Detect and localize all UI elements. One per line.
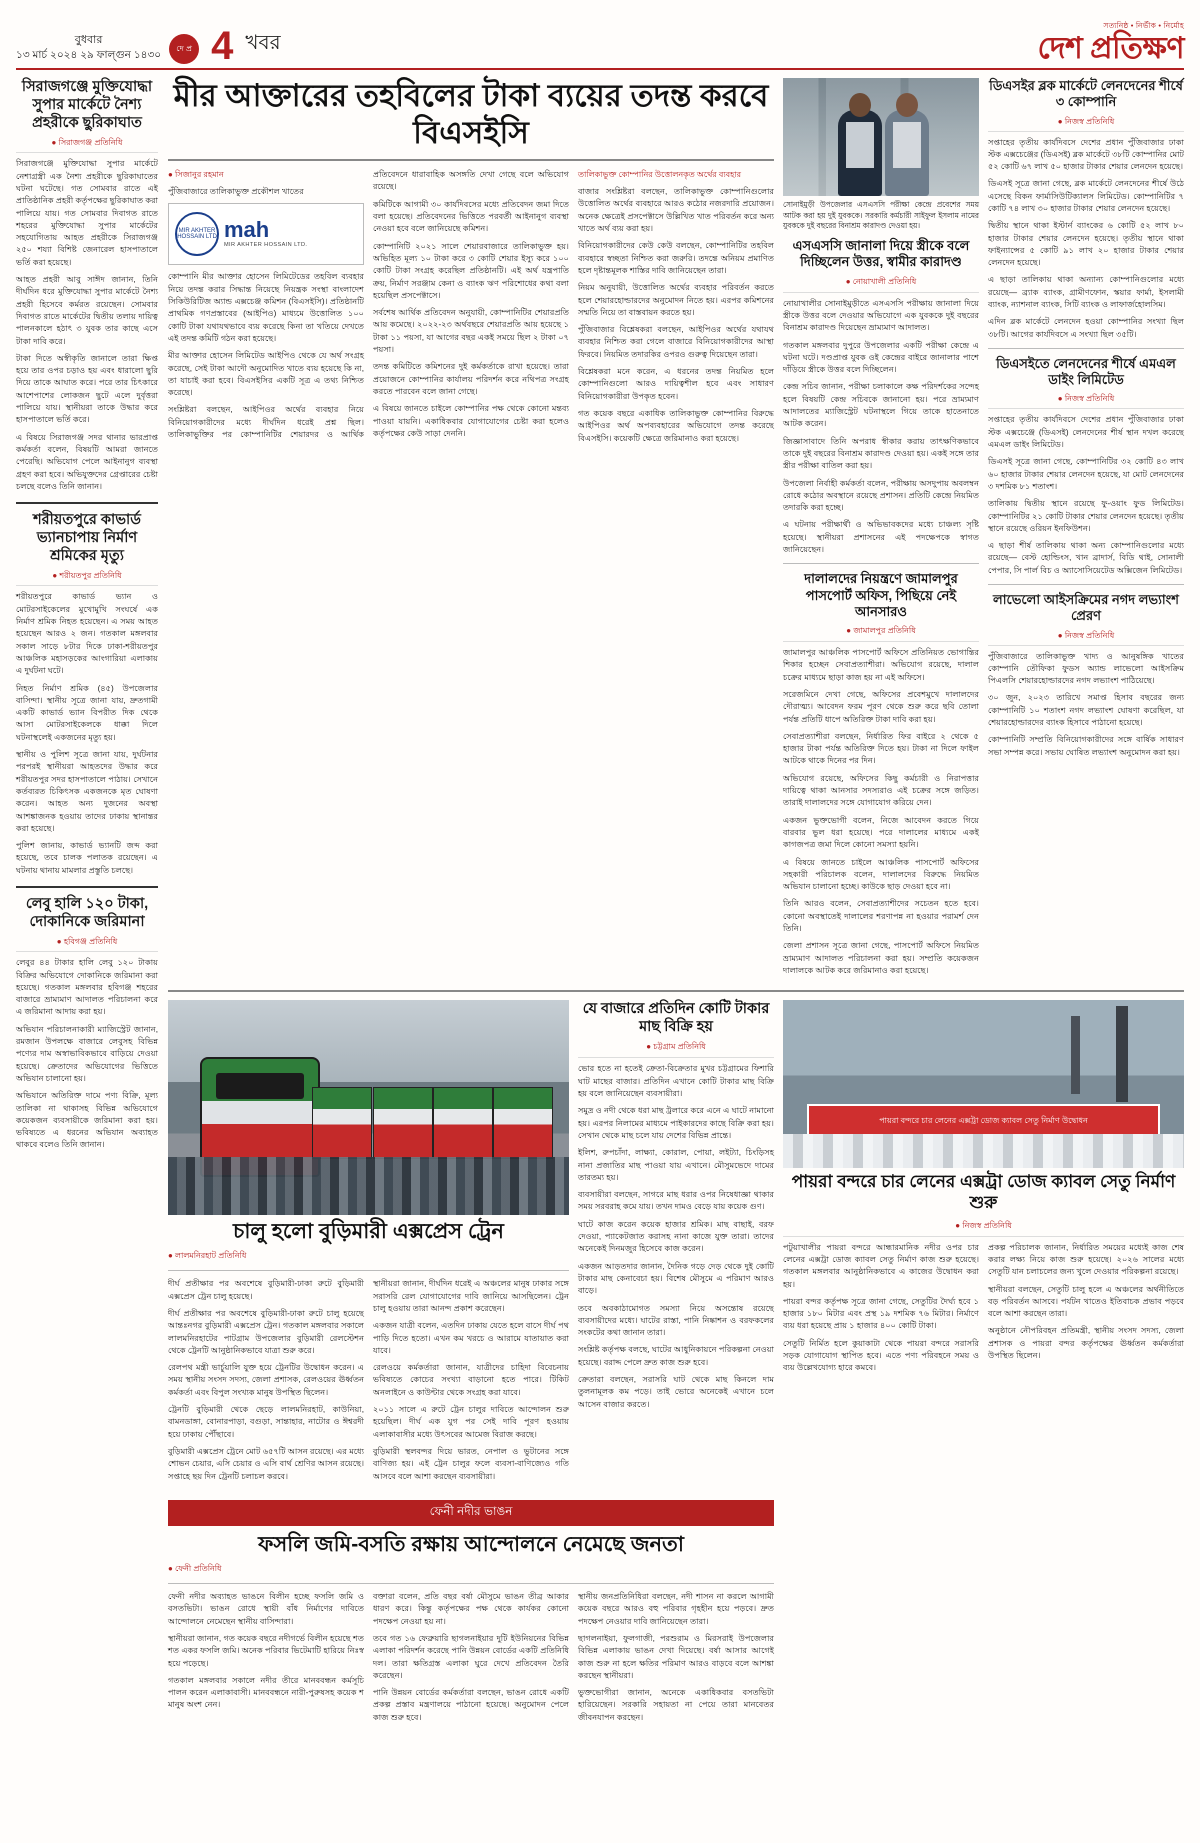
divider: [783, 563, 979, 564]
company-seal-icon: MIR AKHTER HOSSAIN LTD: [175, 212, 219, 256]
paragraph: বুড়িমারী এক্সপ্রেস ট্রেনে মোট ৬৫৭টি আসন রয়েছে। এর মধ্যে শোভন চেয়ার, এসি চেয়ার ও এসি বার্থ শ্রেণির আসন রয়েছে। সপ্তাহে ছয় দিন ট্রেনটি চলাচল করবে।: [168, 1446, 364, 1481]
page-grid: [16, 78, 1184, 1725]
paragraph: এদিন ব্লক মার্কেটে লেনদেন হওয়া কোম্পানির সংখ্যা ছিল ৩৮টি। আগের কার্যদিবসে এ সংখ্যা ছিল ৩৫টি।: [988, 317, 1184, 339]
train-coach: [433, 1087, 493, 1159]
paragraph: সিরাজগঞ্জে মুক্তিযোদ্ধা সুপার মার্কেটে নেশাগ্রস্ত্রী এক নৈশ্য প্রহরীকে ছুরিকাঘাতের ঘটনা ঘটেছে। গত সোমবার রাতে এই প্রাতিষ্ঠানিক প্রহরী কর্তৃপক্ষের ছুরিকাঘাত করা পালিয়ে যায়। গত সোমবার দিবাগত রাতে শহরের মুক্তিযোদ্ধা সুপার মার্কেটের সহযোগিতায় আহত প্রহরীকে সিরাজগঞ্জ ২৫০ শয্যা বিশিষ্ট জেনারেল হাসপাতালে ভর্তি করা হয়েছে।: [16, 159, 158, 267]
photo-two-men: [783, 78, 979, 196]
left-column: [16, 78, 158, 1725]
paragraph: রেলপথ মন্ত্রী ভার্চুয়ালি যুক্ত হয়ে ট্রেনটির উদ্বোধন করেন। এ সময় স্থানীয় সংসদ সদস্য, জেলা প্রশাসক, রেলওয়ের ঊর্ধ্বতন কর্মকর্তা এবং বিপুল সংখ্যক মানুষ উপস্থিত ছিলেন।: [168, 1363, 364, 1397]
paragraph: কমিটিকে আগামী ৩০ কার্যদিবসের মধ্যে প্রতিবেদন জমা দিতে বলা হয়েছে। প্রতিবেদনের ভিত্তিতে পরবর্তী আইনানুগ ব্যবস্থা নেওয়া হবে বলে জানিয়েছে কমিশন।: [373, 199, 569, 234]
paragraph: ছাগলনাইয়া, ফুলগাজী, পরশুরাম ও মিরসরাই উপজেলার বিভিন্ন এলাকায় ভাঙন দেখা দিয়েছে। বর্ষা আসার আগেই কাজ শুরু না হলে ক্ষতির পরিমাণ আরও বাড়বে বলে আশঙ্কা করছেন স্থানীয়রা।: [578, 1633, 774, 1680]
paragraph: সপ্তাহের তৃতীয় কার্যদিবসে দেশের প্রধান পুঁজিবাজার ঢাকা স্টক এক্সচেঞ্জে (ডিএসই) লেনদেনের শীর্ষ স্থান দখল করেছে এমএল ডাইং লিমিটেড।: [988, 415, 1184, 450]
feni-block: [168, 1494, 1184, 1725]
paragraph: বাজার সংশ্লিষ্টরা বলছেন, তালিকাভুক্ত কোম্পানিগুলোর উত্তোলিত অর্থের ব্যবহারে আরও কঠোর নজরদারি প্রয়োজন। অনেক ক্ষেত্রেই প্রসপেক্টাসে উল্লিখিত খাত পরিবর্তন করে অন্য খাতে অর্থ ব্যয় করা হয়।: [578, 187, 774, 234]
paragraph: সরেজমিনে দেখা গেছে, অফিসের প্রবেশমুখে দালালদের দৌরাত্ম্য। আবেদন ফরম পূরণ থেকে শুরু করে ছবি তোলা পর্যন্ত প্রতিটি ধাপে অতিরিক্ত টাকা দাবি করা হয়।: [783, 689, 979, 724]
person-shirt: [893, 122, 921, 168]
paragraph: সেবাপ্রত্যাশীরা বলছেন, নির্ধারিত ফির বাইরে ২ থেকে ৫ হাজার টাকা পর্যন্ত অতিরিক্ত দিতে হয়। টাকা না দিলে ফাইল আটকে থাকে দিনের পর দিন।: [783, 731, 979, 766]
paragraph: উপজেলা নির্বাহী কর্মকর্তা বলেন, পরীক্ষায় অসদুপায় অবলম্বন রোধে কঠোর অবস্থানে রয়েছে প্রশাসন। প্রতিটি কেন্দ্রে নিয়মিত তদারকি করা হচ্ছে।: [783, 478, 979, 513]
paragraph: অভিযোগ রয়েছে, অফিসের কিছু কর্মচারী ও নিরাপত্তার দায়িত্বে থাকা আনসার সদস্যরাও এই চক্রের সঙ্গে জড়িত। তারাই দালালদের সঙ্গে যোগাযোগ করিয়ে দেন।: [783, 773, 979, 808]
paragraph: পুঁজিবাজার বিশ্লেষকরা বলছেন, আইপিওর অর্থের যথাযথ ব্যবহার নিশ্চিত করা গেলে বাজারে বিনিয়োগকারীদের আস্থা ফিরবে। নিয়মিত তদারকির ওপরও গুরুত্ব দিয়েছেন তারা।: [578, 325, 774, 359]
paragraph: ট্রেনটি বুড়িমারী থেকে ছেড়ে লালমনিরহাট, কাউনিয়া, বামনডাঙ্গা, বোনারপাড়া, বগুড়া, সান্তাহার, নাটোর ও ঈশ্বরদী হয়ে ঢাকায় পৌঁছাবে।: [168, 1405, 364, 1439]
right-column: [988, 78, 1184, 982]
paragraph: বিনিয়োগকারীদের কেউ কেউ বলছেন, কোম্পানিটির তহবিল ব্যবহারে স্বচ্ছতা নিশ্চিত করা জরুরি। তদন্তে অনিয়ম প্রমাণিত হলে দৃষ্টান্তমূলক শাস্তির দাবি জানিয়েছেন তারা।: [578, 241, 774, 275]
paragraph: এ বিষয়ে জানতে চাইলে কোম্পানির পক্ষ থেকে কোনো মন্তব্য পাওয়া যায়নি। একাধিকবার যোগাযোগের চেষ্টা করা হলেও কর্তৃপক্ষের কেউ সাড়া দেননি।: [373, 404, 569, 438]
headline: এসএসসি জানালা দিয়ে স্ত্রীকে বলে দিচ্ছিলেন উত্তর, স্বামীর কারাদণ্ড: [792, 238, 970, 270]
lead-headline: মীর আক্তারের তহবিলের টাকা ব্যয়ের তদন্ত করবে বিএসইসি: [173, 78, 769, 150]
paragraph: ২০১১ সালে এ রুটে ট্রেন চালুর দাবিতে আন্দোলন শুরু হয়েছিল। দীর্ঘ এক যুগ পর সেই দাবি পূরণ হওয়ায় এলাকাবাসীর মধ্যে উৎসবের আমেজ বিরাজ করছে।: [373, 1405, 569, 1439]
story-feni: [168, 1494, 774, 1725]
divider: [16, 502, 158, 504]
paragraph: ইলিশ, রুপচাঁদা, লাক্ষ্যা, কোরাল, পোয়া, লইট্যা, চিংড়িসহ নানা প্রজাতির মাছ পাওয়া যায় এখানে। মৌসুমভেদে দামের তারতম্য হয়।: [578, 1148, 774, 1182]
paragraph: তবে গত ১৬ ফেব্রুয়ারি ছাগলনাইয়ার দুটি ইউনিয়নের বিভিন্ন এলাকা পরিদর্শন করেছে পানি উন্নয়ন বোর্ডের একটি প্রতিনিধি দল। তারা ক্ষতিগ্রস্ত এলাকা ঘুরে দেখে প্রতিবেদন তৈরি করেছেন।: [373, 1633, 569, 1680]
paragraph: ব্যবসায়ীরা বলছেন, সাগরে মাছ ধরার ওপর নিষেধাজ্ঞা থাকার সময় সরবরাহ কমে যায়। তখন দামও বেড়ে যায় কয়েক গুণ।: [578, 1190, 774, 1212]
paragraph: রেলওয়ে কর্মকর্তারা জানান, যাত্রীদের চাহিদা বিবেচনায় ভবিষ্যতে কোচের সংখ্যা বাড়ানো হতে পারে। টিকিট অনলাইনে ও কাউন্টার থেকে সংগ্রহ করা যাবে।: [373, 1363, 569, 1397]
paragraph: ডিএসই সূত্রে জানা গেছে, ব্লক মার্কেটে লেনদেনের শীর্ষে উঠে এসেছে বিকন ফার্মাসিউটিক্যালস লিমিটেড। কোম্পানিটির ৭ কোটি ৭৪ লাখ ৩০ হাজার টাকার শেয়ার লেনদেন হয়েছে।: [988, 179, 1184, 213]
paragraph: একজন আড়তদার জানান, দৈনিক গড়ে দেড় থেকে দুই কোটি টাকার মাছ কেনাবেচা হয়। বিশেষ মৌসুমে এ পরিমাণ আরও বাড়ে।: [578, 1261, 774, 1296]
paragraph: শরীয়তপুরে কাভার্ড ভ্যান ও মোটরসাইকেলের মুখোমুখি সংঘর্ষে এক নির্মাণ শ্রমিক নিহত হয়েছেন। এ সময় আহত হয়েছেন আরও ২ জন। গতকাল মঙ্গলবার সকাল সাড়ে ৮টার দিকে ঢাকা-শরীয়তপুর আঞ্চলিক মহাসড়কের আংগারিয়া এলাকায় এ দুর্ঘটনা ঘটে।: [16, 592, 158, 676]
train-coach: [493, 1087, 553, 1159]
paragraph: গত কয়েক বছরে একাধিক তালিকাভুক্ত কোম্পানির বিরুদ্ধে আইপিওর অর্থ অপব্যবহারের অভিযোগে তদন্ত করেছে বিএসইসি। কয়েকটি ক্ষেত্রে জরিমানাও করা হয়েছে।: [578, 408, 774, 443]
paragraph: তালিকায় দ্বিতীয় স্থানে রয়েছে ফু-ওয়াং ফুড লিমিটেড। কোম্পানিটির ২১ কোটি টাকার শেয়ার লেনদেন হয়েছে। তৃতীয় স্থানে রয়েছে ওরিয়ন ইনফিউশন।: [988, 499, 1184, 533]
paragraph: জেলা প্রশাসন সূত্রে জানা গেছে, পাসপোর্ট অফিসে নিয়মিত ভ্রাম্যমাণ আদালত পরিচালনা করা হয়। সম্প্রতি কয়েকজন দালালকে আটক করে জরিমানাও করা হয়েছে।: [783, 941, 979, 975]
paragraph: নিয়ম অনুযায়ী, উত্তোলিত অর্থের ব্যবহার পরিবর্তন করতে হলে শেয়ারহোল্ডারদের অনুমোদন নিতে হয়। এরপর কমিশনের সম্মতি নিয়ে তা বাস্তবায়ন করতে হয়।: [578, 283, 774, 317]
divider: [988, 348, 1184, 349]
company-subname: MIR AKHTER HOSSAIN LTD.: [224, 242, 308, 249]
brand-logo: দেশ প্রতিক্ষণ: [1037, 32, 1184, 65]
paragraph: গতকাল মঙ্গলবার সকালে নদীর তীরে মানববন্ধন কর্মসূচি পালন করেন এলাকাবাসী। মানববন্ধনে নারী-পুরুষসহ কয়েক শ মানুষ অংশ নেন।: [168, 1675, 364, 1710]
paragraph: পুলিশ জানায়, কাভার্ড ভ্যানটি জব্দ করা হয়েছে, তবে চালক পলাতক রয়েছেন। এ ঘটনায় থানায় মামলার প্রস্তুতি চলছে।: [16, 841, 158, 875]
headline: যে বাজারে প্রতিদিন কোটি টাকার মাছ বিক্রি হয়: [582, 1001, 770, 1036]
paragraph: কোম্পানি মীর আক্তার হোসেন লিমিটেডের তহবিল ব্যবহার নিয়ে তদন্ত করার সিদ্ধান্ত নিয়েছে নিয়ন্ত্রক সংস্থা বাংলাদেশ সিকিউরিটিজ অ্যান্ড এক্সচেঞ্জ কমিশন (বিএসইসি)। প্রতিষ্ঠানটি প্রাথমিক গণপ্রস্তাবের (আইপিও) মাধ্যমে উত্তোলিত ১০০ কোটি টাকা যথাযথভাবে ব্যয় করেছে কিনা তা খতিয়ে দেখতে এই তদন্ত কমিটি গঠন করা হয়েছে।: [168, 272, 364, 343]
byline: ● নিজস্ব প্রতিনিধি: [988, 630, 1184, 646]
paragraph: ঘাটে কাজ করেন কয়েক হাজার শ্রমিক। মাছ বাছাই, বরফ দেওয়া, প্যাকেটজাত করাসহ নানা কাজে যুক্ত তারা। তাদের অনেকেই দিনমজুর হিসেবে কাজ করেন।: [578, 1219, 774, 1254]
paragraph: কেন্দ্র সচিব জানান, পরীক্ষা চলাকালে কক্ষ পরিদর্শকের সন্দেহ হলে বিষয়টি কেন্দ্র সচিবকে জানানো হয়। পরে ভ্রাম্যমাণ আদালতের ম্যাজিস্ট্রেট ঘটনাস্থলে গিয়ে তাকে হাতেনাতে আটক করেন।: [783, 382, 979, 429]
headline: সিরাজগঞ্জে মুক্তিযোদ্ধা সুপার মার্কেটে নৈশ্য প্রহরীকে ছুরিকাঘাত: [21, 79, 153, 132]
story-train: [168, 1000, 569, 1488]
paragraph: বুড়িমারী স্থলবন্দর দিয়ে ভারত, নেপাল ও ভুটানের সঙ্গে বাণিজ্য হয়। এই ট্রেন চালুর ফলে ব্যবসা-বাণিজ্যেও গতি আসবে বলে আশা করছেন ব্যবসায়ীরা।: [373, 1446, 569, 1481]
headline: ডিএসইতে লেনদেনের শীর্ষে এমএল ডাইং লিমিটেড: [996, 355, 1176, 388]
byline: ● নিজস্ব প্রতিনিধি: [783, 1220, 1184, 1237]
date-block: [16, 33, 161, 64]
paragraph: দীর্ঘ প্রতীক্ষার পর অবশেষে বুড়িমারী-ঢাকা রুটে চালু হয়েছে আন্তঃনগর বুড়িমারী এক্সপ্রেস ট্রেন। গতকাল মঙ্গলবার সকালে লালমনিরহাটের পাটগ্রাম উপজেলার বুড়িমারী রেলস্টেশন থেকে ট্রেনটি আনুষ্ঠানিকভাবে যাত্রা শুরু করে।: [168, 1309, 364, 1355]
paragraph: স্থানীয়রা জানান, দীর্ঘদিন ধরেই এ অঞ্চলের মানুষ ঢাকার সঙ্গে সরাসরি রেল যোগাযোগের দাবি জানিয়ে আসছিলেন। ট্রেন চালু হওয়ায় তারা আনন্দ প্রকাশ করেছেন।: [373, 1279, 569, 1313]
story-body: [168, 1591, 774, 1725]
story-body: [783, 647, 979, 977]
train-coach: [312, 1087, 372, 1159]
paragraph: ফেনী নদীর অব্যাহত ভাঙনে বিলীন হচ্ছে ফসলি জমি ও বসতভিটা। ভাঙন রোধে স্থায়ী বাঁধ নির্মাণের দাবিতে আন্দোলনে নেমেছেন স্থানীয় বাসিন্দারা।: [168, 1592, 364, 1626]
divider: [168, 990, 1184, 992]
paragraph: অনুষ্ঠানে নৌপরিবহন প্রতিমন্ত্রী, স্থানীয় সংসদ সদস্য, জেলা প্রশাসক ও পায়রা বন্দর কর্তৃপক্ষের ঊর্ধ্বতন কর্মকর্তারা উপস্থিত ছিলেন।: [988, 1326, 1184, 1361]
person-head: [849, 93, 871, 117]
story-payra: [783, 1000, 1184, 1488]
paragraph: সংশ্লিষ্টরা বলছেন, আইপিওর অর্থের ব্যবহার নিয়ে বিনিয়োগকারীদের মধ্যে দীর্ঘদিন ধরেই প্রশ্ন ছিল। তালিকাভুক্তির পর কোম্পানিটির শেয়ারদর ও আর্থিক প্রতিবেদনে ধারাবাহিক অসঙ্গতি দেখা গেছে বলে অভিযোগ রয়েছে।: [168, 170, 569, 440]
person-head: [896, 93, 918, 117]
story-habiganj: [16, 895, 158, 1152]
bottom-block: [168, 1000, 1184, 1488]
subline: পুঁজিবাজারে তালিকাভুক্ত প্রকৌশল খাতের: [168, 187, 304, 197]
paragraph: তিনি আরও বলেন, সেবাপ্রত্যাশীদের সচেতন হতে হবে। কোনো অবস্থাতেই দালালের শরণাপন্ন না হওয়ার পরামর্শ দেন তিনি।: [783, 899, 979, 934]
paragraph: স্থানীয়রা জানান, গত কয়েক বছরে নদীগর্ভে বিলীন হয়েছে শত শত একর ফসলি জমি। অনেক পরিবার ভিটেমাটি হারিয়ে নিঃস্ব হয়ে পড়েছে।: [168, 1633, 364, 1668]
headline: ডিএসইর ব্লক মার্কেটে লেনদেনের শীর্ষে ৩ কোম্পানি: [989, 78, 1183, 110]
person-figure: [885, 110, 929, 196]
paragraph: এ ছাড়া তালিকায় থাকা অন্যান্য কোম্পানিগুলোর মধ্যে রয়েছে— ব্র্যাক ব্যাংক, গ্রামীণফোন, স্কয়ার ফার্মা, ইসলামী ব্যাংক, ন্যাশনাল ব্যাংক, সিটি ব্যাংক ও লাফার্জহোলসিম।: [988, 275, 1184, 310]
story-body: [783, 298, 979, 557]
photo-bridge-construction: [783, 1000, 1184, 1168]
story-body: [168, 1278, 569, 1487]
divider: [988, 584, 1184, 585]
masthead-left: [16, 24, 281, 68]
paragraph: স্থানীয় ও পুলিশ সূত্রে জানা যায়, দুর্ঘটনার পরপরই স্থানীয়রা আহতদের উদ্ধার করে শরীয়তপুর সদর হাসপাতালে পাঠায়। সেখানে কর্তব্যরত চিকিৎসক একজনকে মৃত ঘোষণা করেন। আহত অন্য দুজনের অবস্থা আশঙ্কাজনক হওয়ায় তাদের ঢাকায় স্থানান্তর করা হয়েছে।: [16, 750, 158, 833]
story-body: [783, 1242, 1184, 1375]
paragraph: ডিএসই সূত্রে জানা গেছে, কোম্পানিটির ৩২ কোটি ৪৩ লাখ ৬০ হাজার টাকার শেয়ার লেনদেন হয়েছে, যা মোট লেনদেনের ৩ দশমিক ৮১ শতাংশ।: [988, 457, 1184, 491]
paragraph: স্থানীয় জনপ্রতিনিধিরা বলছেন, নদী শাসন না করলে আগামী কয়েক বছরে আরও বহু পরিবার গৃহহীন হয়ে পড়বে। দ্রুত পদক্ষেপ নেওয়ার দাবি জানিয়েছেন তারা।: [578, 1592, 774, 1626]
top-block: [168, 78, 1184, 982]
paragraph: ভোর হতে না হতেই ক্রেতা-বিক্রেতার মুখর চট্টগ্রামের ফিশারি ঘাট মাছের বাজার। প্রতিদিন এখানে কোটি টাকার মাছ বিক্রি হয় বলে জানিয়েছেন ব্যবসায়ীরা।: [578, 1064, 774, 1099]
paragraph: গতকাল মঙ্গলবার দুপুরে উপজেলার একটি পরীক্ষা কেন্দ্রে এ ঘটনা ঘটে। দণ্ডপ্রাপ্ত যুবক ওই কেন্দ্রের বাইরে জানালার পাশে দাঁড়িয়ে স্ত্রীকে উত্তর বলে দিচ্ছিলেন।: [783, 340, 979, 375]
masthead: [16, 14, 1184, 70]
paragraph: এ বিষয়ে সিরাজগঞ্জ সদর থানার ভারপ্রাপ্ত কর্মকর্তা বলেন, বিষয়টি আমরা জানতে পেরেছি। অভিযোগ পেলে আইনানুগ ব্যবস্থা গ্রহণ করা হবে। অভিযুক্তদের গ্রেপ্তারের চেষ্টা চলছে বলেও তিনি জানান।: [16, 432, 158, 491]
paragraph: তবে অবকাঠামোগত সমস্যা নিয়ে অসন্তোষ রয়েছে ব্যবসায়ীদের মধ্যে। ঘাটের রাস্তা, পানি নিষ্কাশন ও বরফকলের সংকটের কথা জানান তারা।: [578, 1303, 774, 1338]
paragraph: জিজ্ঞাসাবাদে তিনি অপরাধ স্বীকার করায় তাৎক্ষণিকভাবে তাকে দুই বছরের বিনাশ্রম কারাদণ্ড দেওয়া হয়। একই সঙ্গে তার স্ত্রীর পরীক্ষা বাতিল করা হয়।: [783, 436, 979, 471]
paragraph: সর্বশেষ আর্থিক প্রতিবেদন অনুযায়ী, কোম্পানিটির শেয়ারপ্রতি আয় কমেছে। ২০২২-২৩ অর্থবছরে শেয়ারপ্রতি আয় হয়েছে ১ টাকা ১১ পয়সা, যা আগের বছর একই সময়ে ছিল ২ টাকা ০৭ পয়সা।: [373, 308, 569, 355]
paragraph: ভুক্তভোগীরা জানান, অনেকে একাধিকবার বসতভিটা হারিয়েছেন। সরকারি সহায়তা না পেয়ে তারা মানবেতর জীবনযাপন করছেন।: [578, 1688, 774, 1722]
section-title: খবর: [245, 32, 281, 54]
headline: লেবু হালি ১২০ টাকা, দোকানিকে জরিমানা: [25, 896, 149, 931]
byline: ● সিরাজগঞ্জ প্রতিনিধি: [16, 137, 158, 153]
paragraph: টাকা দিতে অস্বীকৃতি জানালে তারা ক্ষিপ্ত হয়ে তার ওপর চড়াও হয় এবং ধারালো ছুরি দিয়ে তাকে আঘাত করে। পরে তার চিৎকারে আশেপাশের লোকজন ছুটে এলে দুর্বৃত্তরা পালিয়ে যায়। স্থানীয়রা তাকে উদ্ধার করে হাসপাতালে ভর্তি করে।: [16, 353, 158, 425]
page-number: 4: [211, 24, 234, 68]
crowd: [168, 1157, 569, 1215]
date-gregorian: ১৩ মার্চ ২০২৪: [16, 48, 78, 61]
paragraph: সংশ্লিষ্ট কর্তৃপক্ষ বলছে, ঘাটের আধুনিকায়নে পরিকল্পনা নেওয়া হয়েছে। বরাদ্দ পেলে দ্রুত কাজ শুরু হবে।: [578, 1345, 774, 1367]
paragraph: পানি উন্নয়ন বোর্ডের কর্মকর্তারা বলছেন, ভাঙন রোধে একটি প্রকল্প প্রস্তাব মন্ত্রণালয়ে পাঠানো হয়েছে। অনুমোদন পেলে কাজ শুরু হবে।: [373, 1688, 569, 1722]
story-fish-market: [578, 1000, 774, 1488]
paragraph: একজন ভুক্তভোগী বলেন, নিজে আবেদন করতে গিয়ে বারবার ভুল ধরা হয়েছে। পরে দালালের মাধ্যমে একই কাগজপত্র জমা দিলে কোনো সমস্যা হয়নি।: [783, 815, 979, 850]
divider: [168, 1270, 569, 1271]
byline: ● নোয়াখালী প্রতিনিধি: [783, 276, 979, 293]
company-logo: [168, 203, 364, 265]
paragraph: কোম্পানিটি সম্প্রতি বিনিয়োগকারীদের সঙ্গে বার্ষিক সাধারণ সভা সম্পন্ন করে। সভায় ঘোষিত লভ্যাংশ অনুমোদন করা হয়।: [988, 735, 1184, 757]
byline: ● শরীয়তপুর প্রতিনিধি: [16, 570, 158, 586]
paragraph: ক্রেতারা বলছেন, সরাসরি ঘাট থেকে মাছ কিনলে দাম তুলনামূলক কম পড়ে। তাই ভোরে অনেকেই এখানে চলে আসেন বাজার করতে।: [578, 1375, 774, 1409]
byline: ● সিজানুর রহমান: [168, 170, 224, 180]
paragraph: বক্তারা বলেন, প্রতি বছর বর্ষা মৌসুমে ভাঙন তীব্র আকার ধারণ করে। কিন্তু কর্তৃপক্ষের পক্ষ থেকে কার্যকর কোনো পদক্ষেপ নেওয়া হয় না।: [373, 1592, 569, 1626]
headline: চালু হলো বুড়িমারী এক্সপ্রেস ট্রেন: [233, 1220, 504, 1244]
story-body: [578, 1063, 774, 1410]
divider: [168, 159, 774, 161]
story-shariatpur: [16, 511, 158, 877]
headline: শরীয়তপুরে কাভার্ড ভ্যানচাপায় নির্মাণ শ্রমিকের মৃত্যু: [33, 512, 141, 565]
paragraph: একজন যাত্রী বলেন, এতদিন ঢাকায় যেতে হলে বাসে দীর্ঘ পথ পাড়ি দিতে হতো। এখন কম খরচে ও আরামে যাতায়াত করা যাবে।: [373, 1321, 569, 1355]
byline: ● জামালপুর প্রতিনিধি: [783, 625, 979, 642]
paragraph: নোয়াখালীর সোনাইমুড়ীতে এসএসসি পরীক্ষায় জানালা দিয়ে স্ত্রীকে উত্তর বলে দেওয়ার অভিযোগে এক যুবককে দুই বছরের বিনাশ্রম কারাদণ্ড দিয়েছেন ভ্রাম্যমাণ আদালত।: [783, 298, 979, 333]
paragraph: ৩০ জুন, ২০২৩ তারিখে সমাপ্ত হিসাব বছরের জন্য কোম্পানিটি ১০ শতাংশ নগদ লভ্যাংশ ঘোষণা করেছিল, যা শেয়ারহোল্ডারদের ব্যাংক হিসাবে পাঠানো হয়েছে।: [988, 693, 1184, 727]
train-coach: [373, 1087, 433, 1159]
paragraph: বিশ্লেষকরা মনে করেন, এ ধরনের তদন্ত নিয়মিত হলে কোম্পানিগুলো আরও দায়িত্বশীল হবে এবং সাধারণ বিনিয়োগকারীরা উপকৃত হবেন।: [578, 367, 774, 401]
paragraph: জামালপুর আঞ্চলিক পাসপোর্ট অফিসে প্রতিনিয়ত ভোগান্তির শিকার হচ্ছেন সেবাপ্রত্যাশীরা। অভিযোগ রয়েছে, দালাল চক্রের মাধ্যমে ছাড়া কাজ হয় না এই অফিসে।: [783, 648, 979, 682]
story-ssc: [783, 78, 979, 982]
paragraph: নিহত নির্মাণ শ্রমিক (৪৫) উপজেলার বাসিন্দা। স্থানীয় সূত্রে জানা যায়, দ্রুতগামী একটি কাভার্ড ভ্যান বিপরীত দিক থেকে আসা মোটরসাইকেলকে ধাক্কা দিলে ঘটনাস্থলেই একজনের মৃত্যু হয়।: [16, 683, 158, 742]
paragraph: পায়রা বন্দর কর্তৃপক্ষ সূত্রে জানা গেছে, সেতুটির দৈর্ঘ্য হবে ১ হাজার ১৮০ মিটার এবং প্রস্থ ১৯ দশমিক ৭৬ মিটার। নির্মাণে ব্যয় ধরা হয়েছে প্রায় ১ হাজার ৪০০ কোটি টাকা।: [783, 1296, 979, 1331]
paragraph: সমুদ্র ও নদী থেকে ধরা মাছ ট্রলারে করে এনে এ ঘাটে নামানো হয়। এরপর নিলামের মাধ্যমে পাইকারদের কাছে বিক্রি করা হয়। সেখান থেকে মাছ চলে যায় দেশের বিভিন্ন প্রান্তে।: [578, 1106, 774, 1140]
section-strip: ফেনী নদীর ভাঙন: [168, 1500, 774, 1526]
masthead-right: [1038, 21, 1184, 64]
byline: ● লালমনিরহাট প্রতিনিধি: [168, 1251, 247, 1261]
paragraph: পটুয়াখালীর পায়রা বন্দরে আন্ধারমানিক নদীর ওপর চার লেনের এক্সট্রা ডোজ ক্যাবল সেতু নির্মাণ কাজ শুরু হয়েছে। গতকাল মঙ্গলবার আনুষ্ঠানিকভাবে এ কাজের উদ্বোধন করা হয়।: [783, 1242, 979, 1289]
event-banner: পায়রা বন্দরে চার লেনের এক্সট্রা ডোজ ক্যাবল সেতু নির্মাণ উদ্বোধন: [807, 1104, 1160, 1138]
photo-train: [168, 1000, 569, 1215]
paragraph: অভিযান পরিচালনাকারী ম্যাজিস্ট্রেট জানান, রমজান উপলক্ষে বাজারে লেবুসহ বিভিন্ন পণ্যের দাম অস্বাভাবিকভাবে বাড়িয়ে দেওয়া হয়েছে। ক্রেতাদের অভিযোগের ভিত্তিতে অভিযান চালানো হয়।: [16, 1024, 158, 1083]
story-sirajganj: [16, 78, 158, 493]
paragraph: কোম্পানিটি ২০২১ সালে শেয়ারবাজারে তালিকাভুক্ত হয়। অভিহিত মূল্য ১০ টাকা করে ৩ কোটি শেয়ার ইস্যু করে ১০০ কোটি টাকা সংগ্রহ করেছিল প্রতিষ্ঠানটি। এই অর্থ যন্ত্রপাতি ক্রয়, নির্মাণ সরঞ্জাম কেনা ও ব্যাংক ঋণ পরিশোধের কথা বলা হয়েছিল প্রসপেক্টাসে।: [373, 241, 569, 300]
lead-body: [168, 169, 774, 445]
paragraph: সপ্তাহের তৃতীয় কার্যদিবসে দেশের প্রধান পুঁজিবাজার ঢাকা স্টক এক্সচেঞ্জের (ডিএসই) ব্লক মার্কেটে ৩৮টি কোম্পানির মোট ৫২ কোটি ৬৭ লাখ ৫০ হাজার টাকার শেয়ার লেনদেন হয়েছে।: [988, 137, 1184, 172]
paragraph: অভিযানে অতিরিক্ত দামে পণ্য বিক্রি, মূল্য তালিকা না থাকাসহ বিভিন্ন অভিযোগে কয়েকজন ব্যবসায়ীকে জরিমানা করা হয়। ভবিষ্যতে এ ধরনের অভিযান অব্যাহত থাকবে বলেও তিনি জানান।: [16, 1091, 158, 1150]
crane-rig: [1071, 1016, 1080, 1094]
paragraph: তদন্ত কমিটিতে কমিশনের দুই কর্মকর্তাকে রাখা হয়েছে। তারা প্রয়োজনে কোম্পানির কার্যালয় পরিদর্শন করে নথিপত্র সংগ্রহ করতে পারবেন বলে জানা গেছে।: [373, 362, 569, 396]
photo-caption: সোনাইমুড়ী উপজেলার এসএসসি পরীক্ষা কেন্দ্রে প্রবেশের সময় আটক করা হয় দুই যুবককে। সরকারি কর্মচারী সাইফুল ইসলাম নামের যুবককে দুই বছরের বিনাশ্রম কারাদণ্ড দেওয়া হয়।: [783, 200, 979, 231]
company-wordmark-wrap: [224, 219, 307, 249]
headline: পায়রা বন্দরে চার লেনের এক্সট্রা ডোজ ক্যাবল সেতু নির্মাণ শুরু: [791, 1172, 1176, 1212]
paragraph: এ ঘটনায় পরীক্ষার্থী ও অভিভাবকদের মধ্যে চাঞ্চল্য সৃষ্টি হয়েছে। স্থানীয়রা প্রশাসনের এই পদক্ষেপকে স্বাগত জানিয়েছেন।: [783, 520, 979, 555]
crowd: [783, 1134, 1184, 1168]
divider: [16, 886, 158, 888]
byline: ● হবিগঞ্জ প্রতিনিধি: [16, 936, 158, 952]
brand-tagline: সত্যনিষ্ঠ • নির্ভীক • নির্মোহ: [1103, 21, 1184, 30]
main-area-wrapper: [168, 78, 1184, 1725]
paragraph: এ বিষয়ে জানতে চাইলে আঞ্চলিক পাসপোর্ট অফিসের সহকারী পরিচালক বলেন, দালালদের বিরুদ্ধে নিয়মিত অভিযান চালানো হচ্ছে। কাউকে ছাড় দেওয়া হবে না।: [783, 857, 979, 892]
paragraph: এ ছাড়া শীর্ষ তালিকায় থাকা অন্য কোম্পানিগুলোর মধ্যে রয়েছে— বেস্ট হোল্ডিংস, খান ব্রাদার্স, বিডি থাই, সোনালী পেপার, সি পার্ল বিচ ও অ্যাসোসিয়েটেড অক্সিজেন লিমিটেড।: [988, 541, 1184, 575]
date-dayofweek: বুধবার: [74, 33, 103, 46]
company-wordmark: mah: [224, 217, 270, 243]
headline: ফসলি জমি-বসতি রক্ষায় আন্দোলনে নেমেছে জনতা: [258, 1532, 684, 1556]
byline: ● নিজস্ব প্রতিনিধি: [988, 116, 1184, 132]
paragraph: পুঁজিবাজারে তালিকাভুক্ত খাদ্য ও আনুষঙ্গিক খাতের কোম্পানি তৌফিকা ফুডস অ্যান্ড লাভেলো আইসক্রিম পিএলসি শেয়ারহোল্ডারদের নগদ লভ্যাংশ পাঠিয়েছে।: [988, 651, 1184, 686]
paragraph: আহত প্রহরী আবু সাঈদ জানান, তিনি দীর্ঘদিন ধরে মুক্তিযোদ্ধা সুপার মার্কেটে নৈশ্য প্রহরী হিসেবে কর্মরত রয়েছেন। সোমবার দিবাগত রাতে মার্কেটের দ্বিতীয় তলায় দায়িত্ব পালনকালে হঠাৎ ৩ যুবক তার কাছে এসে টাকা দাবি করে।: [16, 275, 158, 346]
byline: ● চট্টগ্রাম প্রতিনিধি: [578, 1041, 774, 1058]
paragraph: স্থানীয়রা বলছেন, সেতুটি চালু হলে এ অঞ্চলের অর্থনীতিতে বড় পরিবর্তন আসবে। পর্যটন খাতেও ইতিবাচক প্রভাব পড়বে বলে আশা করছেন তারা।: [988, 1284, 1184, 1319]
headline: লাভেলো আইসক্রিমের নগদ লভ্যাংশ প্রেরণ: [993, 592, 1179, 624]
byline: ● ফেনী প্রতিনিধি: [168, 1564, 222, 1574]
seal-icon: দে প্র: [169, 34, 199, 64]
paragraph: সেতুটি নির্মিত হলে কুয়াকাটা থেকে পায়রা বন্দরে সরাসরি সড়ক যোগাযোগ স্থাপিত হবে। এতে পণ্য পরিবহনে সময় ও ব্যয় উল্লেখযোগ্য হারে কমবে।: [783, 1338, 979, 1373]
feni-spacer: [783, 1494, 1184, 1725]
photo-caption: দীর্ঘ প্রতীক্ষার পর অবশেষে বুড়িমারী-ঢাকা রুটে বুড়িমারী এক্সপ্রেস ট্রেন চালু হয়েছে।: [168, 1279, 364, 1301]
locomotive-window: [216, 1073, 304, 1099]
paragraph: প্রকল্প পরিচালক জানান, নির্ধারিত সময়ের মধ্যেই কাজ শেষ করার লক্ষ্য নিয়ে কাজ শুরু হয়েছে। ২০২৬ সালের মধ্যে সেতুটি যান চলাচলের জন্য খুলে দেওয়ার পরিকল্পনা রয়েছে।: [988, 1242, 1184, 1277]
lead-subhead: তালিকাভুক্ত কোম্পানির উত্তোলনকৃত অর্থের ব্যবহার: [578, 170, 742, 180]
paragraph: মীর আক্তার হোসেন লিমিটেড আইপিও থেকে যে অর্থ সংগ্রহ করেছে, সেই টাকা আদৌ অনুমোদিত খাতে ব্যয় হয়েছে কি না, তা যাচাই করা হবে। বিএসইসির একটি সূত্র এ তথ্য নিশ্চিত করেছে।: [168, 351, 364, 398]
person-figure: [838, 110, 882, 196]
crane-rig: [1116, 1006, 1128, 1102]
paragraph: লেবুর ৪৪ টাকার হালি লেবু ১২০ টাকায় বিক্রির অভিযোগে দোকানিকে জরিমানা করা হয়েছে। গতকাল মঙ্গলবার হবিগঞ্জ শহরের বাজারে ভ্রাম্যমাণ আদালত পরিচালনা করে এ জরিমানা আদায় করা হয়।: [16, 958, 158, 1017]
byline: ● নিজস্ব প্রতিনিধি: [988, 393, 1184, 409]
paragraph: দ্বিতীয় স্থানে থাকা ইস্টার্ন ব্যাংকের ৬ কোটি ৫২ লাখ ৮০ হাজার টাকার শেয়ার লেনদেন হয়েছে। তৃতীয় স্থানে থাকা ফাইন্যান্সের ৫ কোটি ৯১ লাখ ২০ হাজার টাকার শেয়ার লেনদেন হয়েছে।: [988, 221, 1184, 268]
headline: দালালদের নিয়ন্ত্রণে জামালপুর পাসপোর্ট অফিস, পিছিয়ে নেই আনসারও: [804, 571, 958, 619]
person-shirt: [846, 122, 874, 168]
lead-story: [168, 78, 774, 982]
date-bangla: ২৯ ফাল্গুন ১৪৩০: [80, 48, 162, 61]
divider: [168, 1583, 774, 1584]
